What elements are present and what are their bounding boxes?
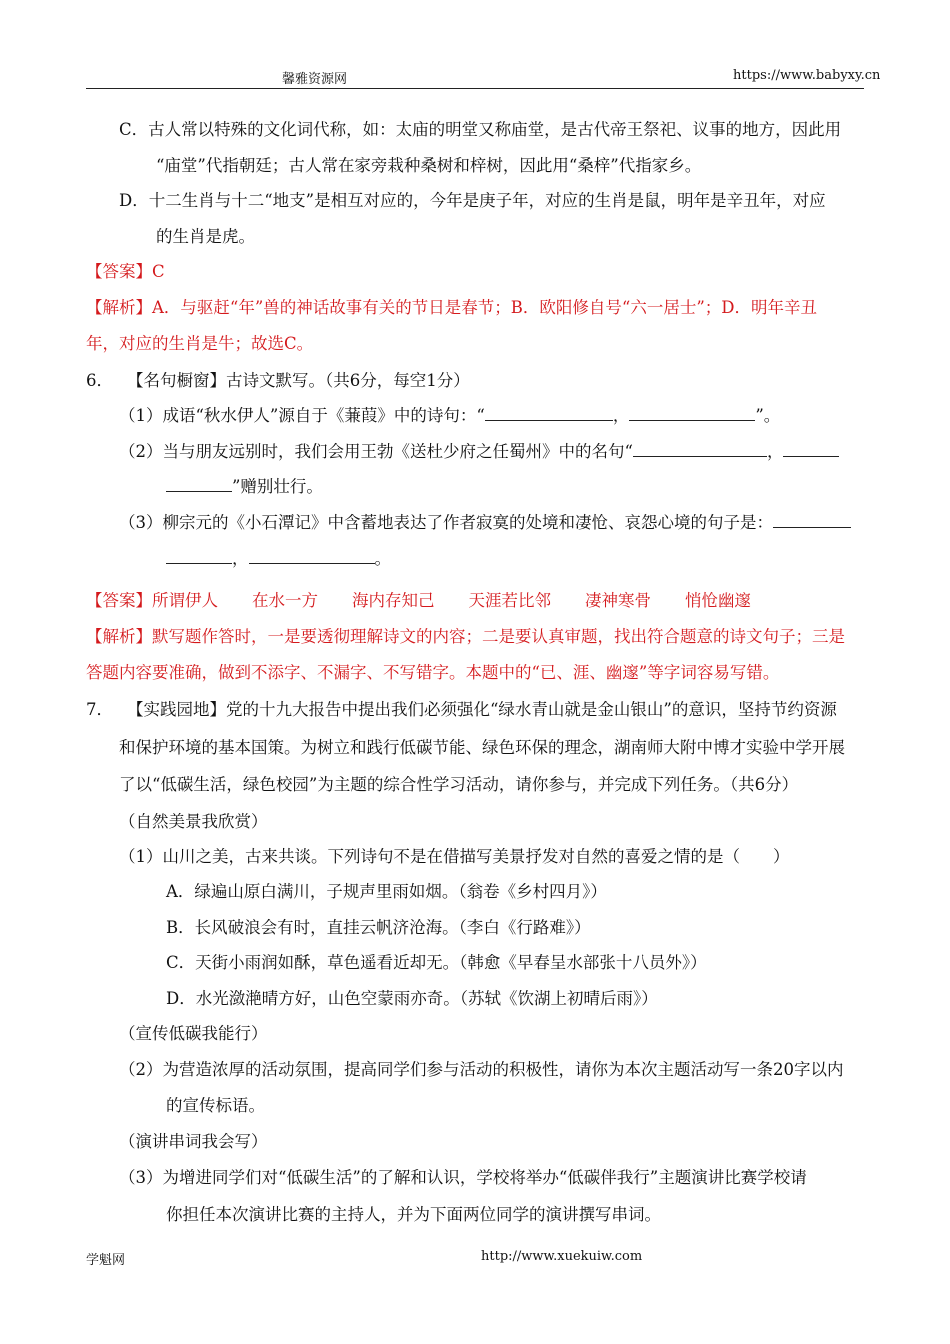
analysis-tag: 【解析】 (86, 298, 152, 317)
answer-blank[interactable] (629, 406, 755, 421)
sub3-end: 。 (374, 549, 391, 568)
sub1-text: （1）成语“秋水伊人”源自于《蒹葭》中的诗句：“ (119, 406, 485, 425)
answer-item: 悄怆幽邃 (685, 591, 751, 610)
q5-analysis-line2: 年，对应的生肖是牛；故选C。 (86, 334, 314, 353)
q6-sub1 (119, 406, 780, 426)
footer-url[interactable]: http://www.xuekuiw.com (481, 1249, 643, 1264)
sub2-text: （2）当与朋友远别时，我们会用王勃《送杜少府之任蜀州》中的名句“ (119, 442, 633, 461)
sub1-comma: ， (612, 406, 630, 425)
answer-tag: 【答案】 (86, 591, 152, 610)
sub2-comma: ， (766, 442, 784, 461)
q6-sub3-line2 (166, 549, 391, 569)
answer-tag: 【答案】 (86, 262, 152, 281)
q6-analysis-line1 (86, 627, 845, 647)
q5-option-d-line2: 的生肖是虎。 (156, 227, 255, 246)
header-divider (86, 88, 864, 89)
answer-item: 在水一方 (252, 591, 318, 610)
answer-item: 海内存知己 (352, 591, 435, 610)
question-tag: 【实践园地】 (127, 700, 226, 719)
q7-section-nature: （自然美景我欣赏） (119, 812, 268, 831)
question-text: 党的十九大报告中提出我们必须强化“绿水青山就是金山银山”的意识，坚持节约资源 (226, 700, 837, 719)
sub3-comma: ， (232, 549, 249, 568)
q7-option-d: D．水光潋滟晴方好，山色空蒙雨亦奇。（苏轼《饮湖上初晴后雨》） (166, 989, 658, 1008)
q5-analysis-line1 (86, 298, 817, 318)
analysis-text: 默写题作答时，一是要透彻理解诗文的内容；二是要认真审题，找出符合题意的诗文句子；三是 (152, 627, 845, 646)
q7-option-b: B．长风破浪会有时，直挂云帆济沧海。（李白《行路难》） (166, 918, 591, 937)
q7-section-promotion: （宣传低碳我能行） (119, 1024, 268, 1043)
q7-sub1: （1）山川之美，古来共谈。下列诗句不是在借描写美景抒发对自然的喜爱之情的是（ ） (119, 847, 790, 866)
q7-section-speech: （演讲串词我会写） (119, 1132, 268, 1151)
answer-blank[interactable] (249, 549, 375, 564)
q7-intro-line1 (86, 700, 837, 720)
q5-option-c-line2: “庙堂”代指朝廷；古人常在家旁栽种桑树和梓树，因此用“桑梓”代指家乡。 (156, 156, 702, 175)
header-url[interactable]: https://www.babyxy.cn (733, 68, 881, 83)
q7-option-c: C．天街小雨润如酥，草色遥看近却无。（韩愈《早春呈水部张十八员外》） (166, 953, 707, 972)
q7-intro-line3: 了以“低碳生活，绿色校园”为主题的综合性学习活动，请你参与，并完成下列任务。（共6分） (119, 775, 799, 794)
answer-item: 天涯若比邻 (468, 591, 551, 610)
q6-analysis-line2: 答题内容要准确，做到不添字、不漏字、不写错字。本题中的“已、涯、幽邃”等字词容易写错。 (86, 663, 780, 682)
answer-blank[interactable] (166, 549, 232, 564)
q5-option-c-line1: C．古人常以特殊的文化词代称，如：太庙的明堂又称庙堂，是古代帝王祭祀、议事的地方，因此用 (119, 120, 842, 139)
question-number: 7． (86, 700, 113, 719)
q7-intro-line2: 和保护环境的基本国策。为树立和践行低碳节能、绿色环保的理念，湖南师大附中博才实验中学开展 (119, 738, 845, 757)
answer-item: 凄神寒骨 (585, 591, 651, 610)
question-number: 6． (86, 371, 113, 390)
answer-blank[interactable] (166, 477, 232, 492)
sub2-end: ”赠别壮行。 (232, 477, 323, 496)
q6-sub2-line2 (166, 477, 323, 497)
q5-option-d-line1: D．十二生肖与十二“地支”是相互对应的，今年是庚子年，对应的生肖是鼠，明年是辛丑年，对应 (119, 191, 826, 210)
question-title: 古诗文默写。（共6分，每空1分） (226, 371, 470, 390)
q6-sub2-line1 (119, 442, 839, 462)
q7-sub3-line1: （3）为增进同学们对“低碳生活”的了解和认识，学校将举办“低碳伴我行”主题演讲比赛学校请 (119, 1168, 807, 1187)
answer-blank[interactable] (783, 442, 839, 457)
q6-sub3-line1 (119, 513, 851, 533)
analysis-tag: 【解析】 (86, 627, 152, 646)
answer-blank[interactable] (773, 513, 851, 528)
q7-sub2-line2: 的宣传标语。 (166, 1096, 265, 1115)
q6-answer (86, 591, 751, 611)
answer-blank[interactable] (633, 442, 767, 457)
answer-item: 所谓伊人 (152, 591, 218, 610)
sub3-text: （3）柳宗元的《小石潭记》中含蓄地表达了作者寂寞的处境和凄怆、哀怨心境的句子是： (119, 513, 773, 532)
q6-title (86, 371, 470, 391)
sub1-end: ”。 (755, 406, 781, 425)
question-tag: 【名句橱窗】 (127, 371, 226, 390)
q7-sub3-line2: 你担任本次演讲比赛的主持人，并为下面两位同学的演讲撰写串词。 (166, 1205, 661, 1224)
answer-value: C (152, 262, 165, 281)
q7-sub2-line1: （2）为营造浓厚的活动氛围，提高同学们参与活动的积极性，请你为本次主题活动写一条20字以内 (119, 1060, 844, 1079)
header-site-name: 馨雅资源网 (282, 72, 348, 87)
q5-answer (86, 262, 165, 282)
q7-option-a: A．绿遍山原白满川，子规声里雨如烟。（翁卷《乡村四月》） (166, 882, 607, 901)
footer-site-name: 学魁网 (86, 1253, 126, 1268)
analysis-text: A．与驱赶“年”兽的神话故事有关的节日是春节；B．欧阳修自号“六一居士”；D．明年辛丑 (152, 298, 818, 317)
answer-blank[interactable] (485, 406, 613, 421)
